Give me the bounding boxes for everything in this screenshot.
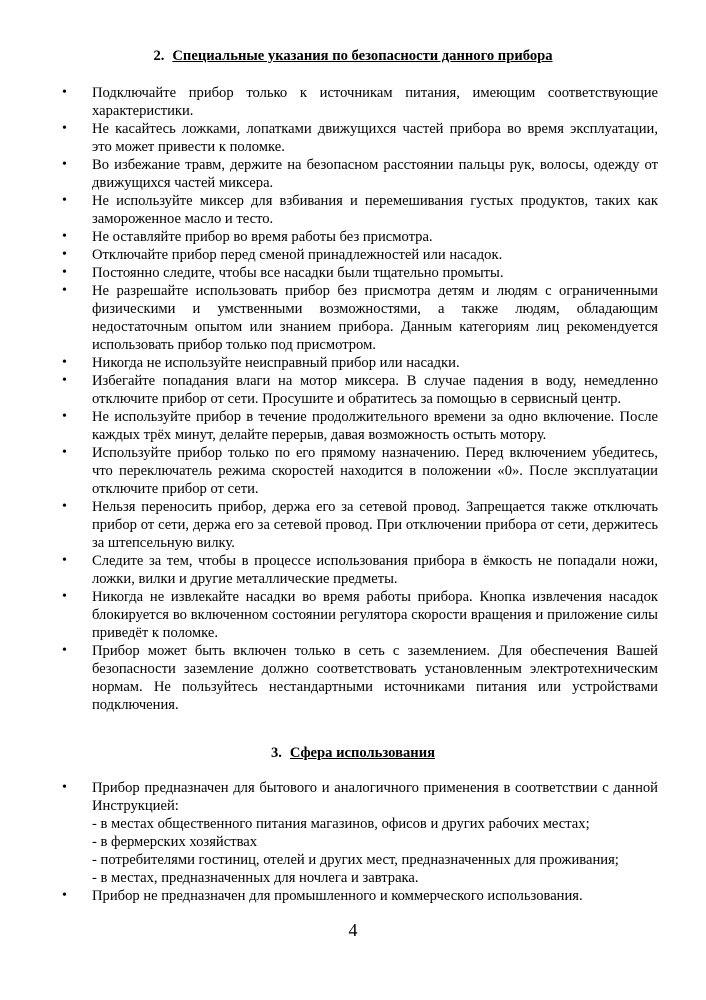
list-item: • Подключайте прибор только к источникам питания, имеющим соответствующие характеристики. [62, 85, 658, 119]
list-item: • Никогда не используйте неисправный прибор или насадки. [62, 355, 460, 371]
bullet-icon: • [62, 589, 67, 604]
bullet-icon: • [62, 445, 67, 460]
sub-item: - в местах, предназначенных для ночлега и завтрака. [92, 870, 419, 886]
section-3-title: Сфера использования [289, 745, 436, 761]
section-2-number: 2. [153, 48, 165, 64]
bullet-icon: • [62, 409, 67, 424]
bullet-icon: • [62, 355, 67, 370]
list-item: • Нельзя переносить прибор, держа его за сетевой провод. Запрещается также отключать прибор от сети, держа его за сетевой провод. При отключении прибора от сети, держитесь за штепсельную вилку. [62, 499, 658, 551]
bullet-icon: • [62, 553, 67, 568]
list-item: • Не разрешайте использовать прибор без присмотра детям и людям с ограниченными физическими и умственными возможностями, а также людям, обладающим недостаточным опытом или знанием прибора. Данным категориям лиц рекомендуется использовать прибор только под присмотром. [62, 283, 658, 353]
list-item: • Не используйте миксер для взбивания и перемешивания густых продуктов, таких как замороженное масло и тесто. [62, 193, 658, 227]
bullet-icon: • [62, 157, 67, 172]
bullet-icon: • [62, 643, 67, 658]
list-item: • Постоянно следите, чтобы все насадки были тщательно промыты. [62, 265, 504, 281]
section-2-heading [0, 47, 706, 65]
safety-list [0, 84, 658, 714]
sub-item: - в фермерских хозяйствах [92, 834, 258, 850]
list-item: • Не касайтесь ложками, лопатками движущихся частей прибора во время эксплуатации, это может привести к поломке. [62, 121, 658, 155]
bullet-icon: • [62, 193, 67, 208]
bullet-icon: • [62, 229, 67, 244]
sub-item: - потребителями гостиниц, отелей и других мест, предназначенных для проживания; [92, 852, 619, 868]
section-3-number: 3. [270, 745, 282, 761]
usage-list [0, 779, 658, 905]
bullet-icon: • [62, 121, 67, 136]
list-item: • Никогда не извлекайте насадки во время работы прибора. Кнопка извлечения насадок блокируется во включенном состоянии регулятора скорости вращения и приложение силы приведёт к поломке. [62, 589, 658, 641]
list-item: • Прибор не предназначен для промышленного и коммерческого использования. [62, 888, 583, 904]
list-item: • Не используйте прибор в течение продолжительного времени за одно включение. После каждых трёх минут, делайте перерыв, давая возможность остыть мотору. [62, 409, 658, 443]
list-item: • Не оставляйте прибор во время работы без присмотра. [62, 229, 433, 245]
bullet-icon: • [62, 85, 67, 100]
list-item: • Во избежание травм, держите на безопасном расстоянии пальцы рук, волосы, одежду от движущихся частей миксера. [62, 157, 658, 191]
sub-item: - в местах общественного питания магазинов, офисов и других рабочих местах; [92, 816, 590, 832]
section-2-title: Специальные указания по безопасности данного прибора [172, 48, 553, 64]
list-item: • Используйте прибор только по его прямому назначению. Перед включением убедитесь, что переключатель режима скоростей находится в положении «0». После эксплуатации отключите прибор от сети. [62, 445, 658, 497]
bullet-icon: • [62, 499, 67, 514]
bullet-icon: • [62, 283, 67, 298]
page-number: 4 [348, 920, 358, 940]
bullet-icon: • [62, 373, 67, 388]
section-3-heading [0, 744, 706, 762]
list-item: • Избегайте попадания влаги на мотор миксера. В случае падения в воду, немедленно отключите прибор от сети. Просушите и обратитесь за помощью в сервисный центр. [62, 373, 658, 407]
bullet-icon: • [62, 888, 67, 903]
bullet-icon: • [62, 265, 67, 280]
list-item: • Следите за тем, чтобы в процессе использования прибора в ёмкость не попадали ножи, ложки, вилки и другие металлические предметы. [62, 553, 658, 587]
bullet-icon: • [62, 780, 67, 795]
list-item: • Прибор предназначен для бытового и аналогичного применения в соответствии с данной Инструкцией: - в местах общественного питания магазинов, офисов и других рабочих местах; - в фермерских хозяйствах - потребителями гостиниц, отелей и других мест, предназначенных для проживания; - в местах, предназначенных для ночлега и завтрака. [62, 780, 658, 886]
bullet-icon: • [62, 247, 67, 262]
list-item: • Прибор может быть включен только в сеть с заземлением. Для обеспечения Вашей безопасности заземление должно соответствовать установленным электротехническим нормам. Не пользуйтесь нестандартными источниками питания или устройствами подключения. [62, 643, 658, 713]
list-item: • Отключайте прибор перед сменой принадлежностей или насадок. [62, 247, 503, 263]
